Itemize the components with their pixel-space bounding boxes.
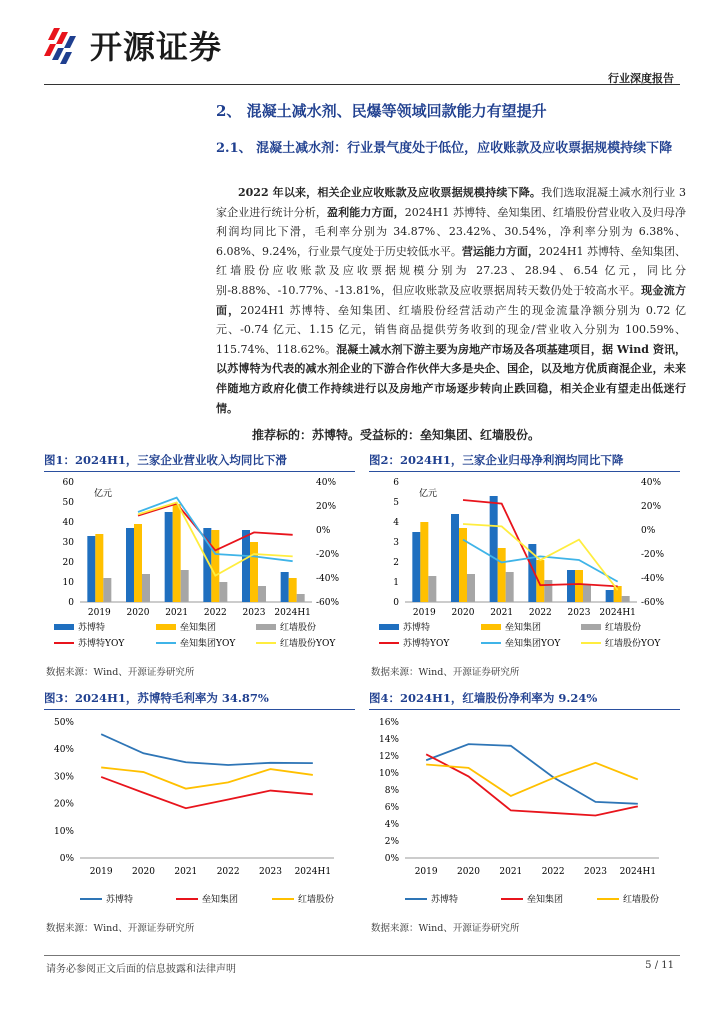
x-tick-label: 2021 [490, 608, 514, 618]
series-line [101, 777, 313, 808]
fig4-chart [369, 710, 680, 910]
y-tick-label: 6 [393, 478, 399, 488]
x-tick-label: 2022 [216, 867, 240, 877]
y-tick-label: 2 [393, 558, 399, 568]
para-seg: 2022 年以来，相关企业应收账款及应收票据规模持续下降。 [238, 186, 542, 199]
x-tick-label: 2021 [165, 608, 189, 618]
y-tick-label: 0 [393, 598, 399, 608]
fig1-source: 数据来源：Wind、开源证券研究所 [46, 667, 195, 678]
y-tick-label: 14% [378, 735, 399, 745]
y-tick-label: 6% [384, 803, 399, 813]
legend-label: 红墙股份YOY [605, 639, 661, 649]
y2-tick-label: -60% [641, 598, 665, 608]
bar [250, 542, 258, 602]
y-tick-label: 30% [53, 772, 74, 783]
para-seg: 2024H1 苏博特、垒知集团、红墙股份应收账款及应收票据规模分别为 27.23、28.94、6.54 亿元，同比分别-8.88%、-10.77%、-13.81%，但应收账款及应收票据周转天数仍处于较高水平。 [216, 244, 687, 297]
x-tick-label: 2022 [203, 608, 227, 618]
footer-disclaimer: 请务必参阅正文后面的信息披露和法律声明 [46, 964, 236, 975]
y-tick-label: 4 [393, 518, 399, 528]
fig3-title: 图3：2024H1，苏博特毛利率为 34.87% [44, 690, 355, 710]
bar [211, 530, 219, 602]
fig3-chart [44, 710, 355, 910]
brand-name: 开源证券 [90, 28, 223, 66]
x-tick-label: 2019 [87, 608, 111, 618]
y-tick-label: 12% [378, 752, 399, 762]
legend-swatch [256, 624, 276, 630]
header-divider [44, 84, 680, 85]
y-tick-label: 5 [393, 498, 399, 508]
para-seg: 现金流方面， [216, 283, 687, 317]
legend-label: 苏博特 [106, 895, 134, 905]
y-tick-label: 4% [384, 820, 399, 830]
bar [622, 596, 630, 602]
bar [242, 530, 250, 602]
x-tick-label: 2023 [259, 867, 282, 877]
bar [297, 594, 305, 602]
y2-tick-label: -40% [316, 574, 340, 584]
legend-label: 垒知集团 [505, 623, 542, 633]
fig1-chart [44, 470, 355, 658]
x-tick-label: 2020 [126, 608, 150, 618]
x-tick-label: 2023 [584, 867, 607, 877]
bar [428, 576, 436, 602]
page-number: 5 / 11 [645, 960, 674, 971]
x-tick-label: 2020 [457, 867, 480, 877]
para-seg: 盈利能力方面， [327, 205, 405, 219]
x-tick-label: 2022 [528, 608, 552, 618]
x-tick-label: 2020 [451, 608, 475, 618]
y-tick-label: 0 [68, 598, 74, 608]
legend-label: 红墙股份YOY [280, 639, 336, 649]
y-tick-label: 50% [53, 718, 74, 728]
y2-tick-label: -60% [316, 598, 340, 608]
y-tick-label: 60 [62, 478, 74, 488]
bar [219, 582, 227, 602]
bar [165, 512, 173, 602]
legend-swatch [481, 624, 501, 630]
y2-tick-label: 20% [316, 502, 337, 512]
x-tick-label: 2024H1 [294, 867, 332, 877]
report-type-label: 行业深度报告 [608, 72, 674, 85]
y-tick-label: 40 [62, 518, 74, 528]
x-tick-label: 2024H1 [619, 867, 657, 877]
y2-tick-label: -40% [641, 574, 665, 584]
x-tick-label: 2022 [541, 867, 565, 877]
legend-swatch [379, 624, 399, 630]
bar [467, 574, 475, 602]
legend-swatch [156, 624, 176, 630]
y-tick-label: 1 [393, 578, 399, 588]
bar [451, 514, 459, 602]
para-seg: 2024H1 苏博特、垒知集团、红墙股份经营活动产生的现金流量净额分别为 0.72 亿元、-0.74 亿元、1.15 亿元，销售商品提供劳务收到的现金/营业收入分别为 100.59%、115.74%、118.62%。 [216, 303, 686, 356]
y-tick-label: 0% [59, 854, 74, 864]
bar [420, 522, 428, 602]
x-tick-label: 2019 [414, 867, 438, 877]
y2-tick-label: 0% [316, 526, 331, 536]
y2-tick-label: 0% [641, 526, 656, 536]
series-line [101, 734, 313, 765]
fig2-source: 数据来源：Wind、开源证券研究所 [371, 667, 520, 678]
para-seg: 营运能力方面， [461, 244, 539, 258]
bar [412, 532, 420, 602]
bar [544, 580, 552, 602]
y-tick-label: 16% [378, 718, 399, 728]
y2-tick-label: 40% [641, 478, 662, 488]
y-tick-label: 10 [62, 578, 74, 588]
legend-label: 苏博特 [431, 895, 459, 905]
x-tick-label: 2023 [242, 608, 266, 618]
bar [490, 496, 498, 602]
y-tick-label: 10% [53, 826, 74, 837]
bar [459, 528, 467, 602]
x-tick-label: 2019 [89, 867, 113, 877]
bar [606, 590, 614, 602]
fig1-title: 图1：2024H1，三家企业营业收入均同比下滑 [44, 452, 355, 472]
y-tick-label: 8% [384, 786, 399, 796]
section-title: 2、 混凝土减水剂、民爆等领域回款能力有望提升 [216, 102, 547, 120]
series-line [426, 744, 638, 804]
bar [134, 524, 142, 602]
y-tick-label: 2% [384, 837, 399, 847]
y-tick-label: 40% [53, 745, 74, 756]
unit-label: 亿元 [94, 489, 113, 499]
x-tick-label: 2019 [412, 608, 436, 618]
recommendation-line: 推荐标的：苏博特。受益标的：垒知集团、红墙股份。 [252, 428, 541, 442]
bar [173, 504, 181, 602]
legend-label: 苏博特 [403, 623, 431, 633]
bar [575, 570, 583, 602]
y-tick-label: 30 [62, 538, 74, 548]
legend-label: 红墙股份 [605, 623, 642, 633]
series-line [426, 763, 638, 796]
x-tick-label: 2023 [567, 608, 591, 618]
legend-label: 红墙股份 [623, 895, 660, 905]
x-tick-label: 2021 [499, 867, 523, 877]
legend-label: 苏博特 [78, 623, 106, 633]
y-tick-label: 20% [53, 799, 74, 810]
fig2-chart [369, 470, 680, 658]
legend-label: 红墙股份 [280, 623, 317, 633]
para-seg: 我们选取混凝土减水剂行业 3 家企业进行统计分析， [216, 186, 686, 219]
legend-label: 垒知集团 [180, 623, 217, 633]
x-tick-label: 2024H1 [274, 608, 311, 618]
y-tick-label: 10% [378, 769, 399, 779]
x-tick-label: 2020 [132, 867, 155, 877]
legend-label: 垒知集团 [527, 895, 564, 905]
y2-tick-label: 40% [316, 478, 337, 488]
y-tick-label: 20 [62, 558, 74, 568]
y2-tick-label: -20% [641, 550, 665, 560]
y2-tick-label: 20% [641, 502, 662, 512]
bar [506, 572, 514, 602]
legend-label: 苏博特YOY [403, 639, 450, 649]
bar [95, 534, 103, 602]
bar [142, 574, 150, 602]
body-paragraph [216, 183, 686, 418]
legend-label: 垒知集团 [202, 895, 239, 905]
y-tick-label: 0% [384, 854, 399, 864]
x-tick-label: 2024H1 [599, 608, 636, 618]
bar [289, 578, 297, 602]
bar [567, 570, 575, 602]
unit-label: 亿元 [419, 489, 438, 499]
bar [583, 584, 591, 602]
x-tick-label: 2021 [174, 867, 198, 877]
legend-label: 垒知集团YOY [180, 639, 236, 649]
bar [614, 586, 622, 602]
legend-swatch [581, 624, 601, 630]
legend-label: 苏博特YOY [78, 639, 125, 649]
bar [281, 572, 289, 602]
y-tick-label: 3 [393, 538, 399, 548]
fig4-source: 数据来源：Wind、开源证券研究所 [371, 923, 520, 934]
bar [498, 548, 506, 602]
para-seg: 混凝土减水剂下游主要为房地产市场及各项基建项目，据 Wind 资讯，以苏博特为代表的减水剂企业的下游合作伙伴大多是央企、国企，以及地方优质商混企业，未来伴随地方政府化债工作持续进行以及房地产市场逐步转向止跌回稳，相关企业有望走出低迷行情。 [216, 342, 687, 415]
bar [258, 586, 266, 602]
bar [103, 578, 111, 602]
legend-label: 红墙股份 [298, 895, 335, 905]
legend-label: 垒知集团YOY [505, 639, 561, 649]
para-seg: 2024H1 苏博特、垒知集团、红墙股份营业收入及归母净利润均同比下滑，毛利率分别为 34.87%、23.42%、30.54%，净利率分别为 6.38%、6.08%、9.24%，行业景气度处于历史较低水平。 [216, 205, 687, 258]
logo-icon [44, 26, 82, 66]
fig3-source: 数据来源：Wind、开源证券研究所 [46, 923, 195, 934]
series-line [426, 754, 638, 815]
fig2-title: 图2：2024H1，三家企业归母净利润均同比下降 [369, 452, 680, 472]
fig4-title: 图4：2024H1，红墙股份净利率为 9.24% [369, 690, 680, 710]
footer-divider [44, 955, 680, 956]
y-tick-label: 50 [62, 498, 74, 508]
bar [181, 570, 189, 602]
series-line [101, 767, 313, 788]
y2-tick-label: -20% [316, 550, 340, 560]
bar [126, 528, 134, 602]
legend-swatch [54, 624, 74, 630]
section-subtitle: 2.1、 混凝土减水剂：行业景气度处于低位，应收账款及应收票据规模持续下降 [216, 141, 673, 156]
bar [87, 536, 95, 602]
